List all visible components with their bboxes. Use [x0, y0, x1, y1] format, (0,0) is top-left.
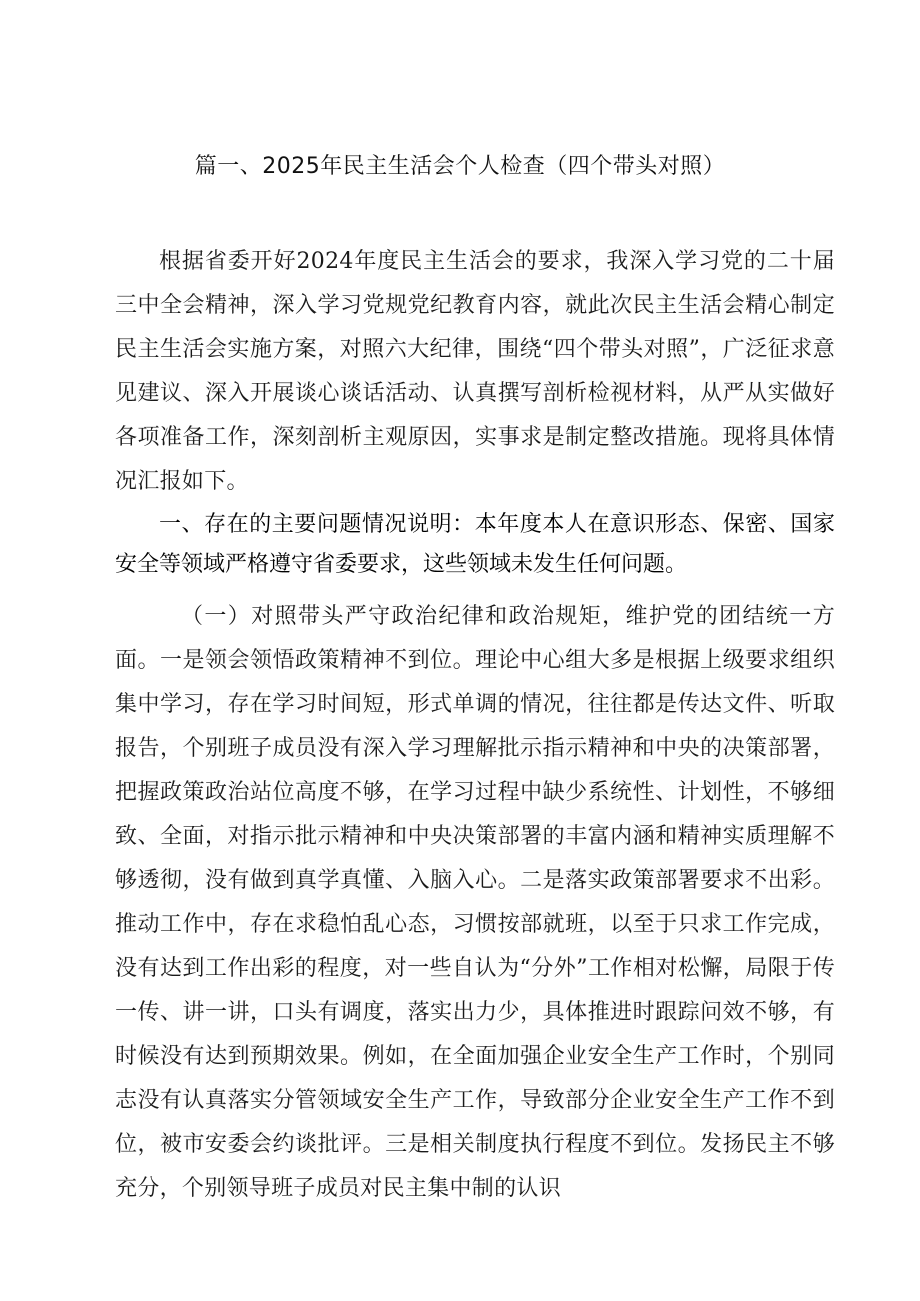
intro-paragraph: 根据省委开好2024年度民主生活会的要求，我深入学习党的二十届三中全会精神，深入学习党规党纪教育内容，就此次民主生活会精心制定民主生活会实施方案，对照六大纪律，围绕“四个带头对照”，广泛征求意见建议、深入开展谈心谈话活动、认真撰写剖析检视材料，从严从实做好各项准备工作，深刻剖析主观原因，实事求是制定整改措施。现将具体情况汇报如下。 — [115, 249, 835, 494]
document-title: 篇一、2025年民主生活会个人检查（四个带头对照） — [194, 154, 726, 179]
section-one-heading: 一、存在的主要问题情况说明：本年度本人在意识形态、保密、国家安全等领域严格遵守省委要求，这些领域未发生任何问题。 — [115, 512, 835, 577]
subsection-one-paragraph: （一）对照带头严守政治纪律和政治规矩，维护党的团结统一方面。一是领会领悟政策精神不到位。理论中心组大多是根据上级要求组织集中学习，存在学习时间短，形式单调的情况，往往都是传达文件、听取报告，个别班子成员没有深入学习理解批示指示精神和中央的决策部署，把握政策政治站位高度不够，在学习过程中缺少系统性、计划性，不够细致、全面，对指示批示精神和中央决策部署的丰富内涵和精神实质理解不够透彻，没有做到真学真懂、入脑入心。二是落实政策部署要求不出彩。推动工作中，存在求稳怕乱心态，习惯按部就班，以至于只求工作完成，没有达到工作出彩的程度，对一些自认为“分外”工作相对松懈，局限于传一传、讲一讲，口头有调度，落实出力少，具体推进时跟踪问效不够，有时候没有达到预期效果。例如，在全面加强企业安全生产工作时，个别同志没有认真落实分管领域安全生产工作，导致部分企业安全生产工作不到位，被市安委会约谈批评。三是相关制度执行程度不到位。发扬民主不够充分，个别领导班子成员对民主集中制的认识 — [115, 604, 835, 1201]
